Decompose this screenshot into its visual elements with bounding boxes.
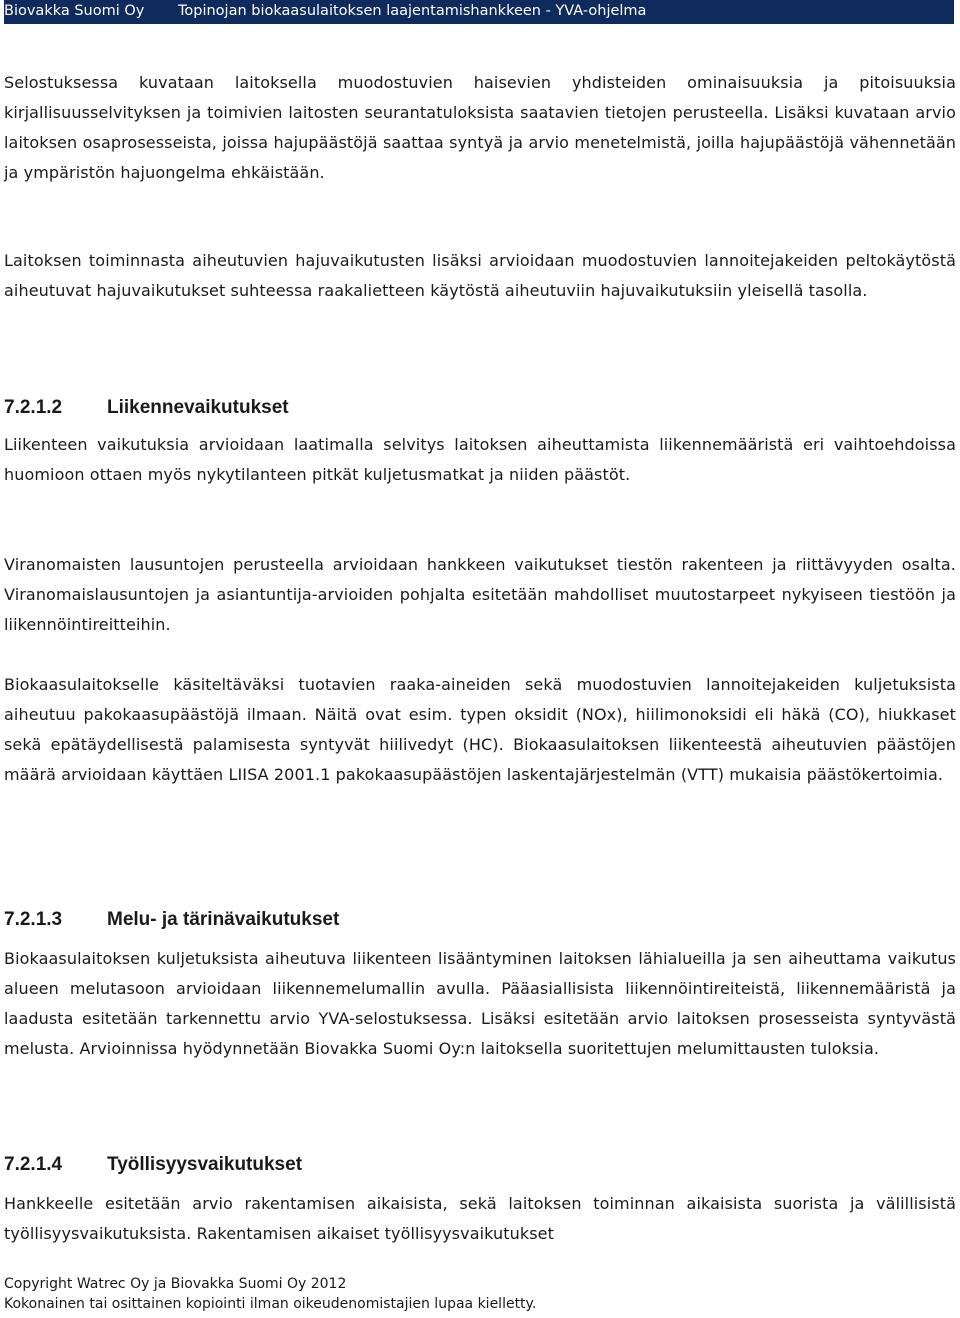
section-number: 7.2.1.3 (4, 909, 63, 930)
section-number: 7.2.1.2 (4, 397, 63, 418)
paragraph-exhaust-emissions: Biokaasulaitokselle käsiteltäväksi tuotavien raaka-aineiden sekä muodostuvien lannoitejakeiden kuljetuksista aiheutuu pakokaasupäästöjä ilmaan. Näitä ovat esim. typen oksidit (NOx), hiilimonoksidi eli häkä (CO), hiukkaset sekä epätäydellisestä palamisesta syntyvät hiilivedyt (HC). Biokaasulaitoksen liikenteestä aiheutuvien päästöjen määrä arvioidaan käyttäen LIISA 2001.1 pakokaasupäästöjen laskentajärjestelmän (VTT) mukaisia päästökertoimia. (4, 675, 956, 784)
header-title: Topinojan biokaasulaitoksen laajentamishankkeen - YVA-ohjelma (178, 3, 647, 19)
paragraph-employment: Hankkeelle esitetään arvio rakentamisen aikaisista, sekä laitoksen toiminnan aikaisista suorista ja välillisistä työllisyysvaikutuksista. Rakentamisen aikaiset työllisyysvaikutukset (4, 1194, 956, 1243)
page-footer (4, 1274, 956, 1314)
paragraph-odour-fertilizer: Laitoksen toiminnasta aiheutuvien hajuvaikutusten lisäksi arvioidaan muodostuvien lannoitejakeiden peltokäytöstä aiheutuvat hajuvaikutukset suhteessa raakalietteen käytöstä aiheutuviin hajuvaikutuksiin yleisellä tasolla. (4, 251, 956, 300)
section-heading-employment (4, 1150, 302, 1180)
section-title: Työllisyysvaikutukset (107, 1154, 303, 1175)
page-header (4, 0, 954, 24)
section-heading-traffic (4, 393, 289, 423)
paragraph-traffic-assessment: Liikenteen vaikutuksia arvioidaan laatimalla selvitys laitoksen aiheuttamista liikennemääristä eri vaihtoehdoissa huomioon ottaen myös nykytilanteen pitkät kuljetusmatkat ja niiden päästöt. (4, 435, 956, 484)
section-title: Liikennevaikutukset (107, 397, 289, 418)
section-number: 7.2.1.4 (4, 1154, 63, 1175)
paragraph-noise-assessment: Biokaasulaitoksen kuljetuksista aiheutuva liikenteen lisääntyminen laitoksen lähialueilla ja sen aiheuttama vaikutus alueen melutasoon arvioidaan liikennemelumallin avulla. Pääasiallisista liikennöintireiteistä, liikennemääristä ja laadusta esitetään tarkennettu arvio YVA-selostuksessa. Lisäksi esitetään arvio laitoksen prosesseista syntyvästä melusta. Arvioinnissa hyödynnetään Biovakka Suomi Oy:n laitoksella suoritettujen melumittausten tuloksia. (4, 949, 956, 1058)
paragraph-road-network: Viranomaisten lausuntojen perusteella arvioidaan hankkeen vaikutukset tiestön rakenteen ja riittävyyden osalta. Viranomaislausuntojen ja asiantuntija-arvioiden pohjalta esitetään mahdolliset muutostarpeet nykyiseen tiestöön ja liikennöintireitteihin. (4, 555, 956, 634)
section-title: Melu- ja tärinävaikutukset (107, 909, 340, 930)
footer-notice: Kokonainen tai osittainen kopiointi ilman oikeudenomistajien lupaa kielletty. (4, 1296, 537, 1312)
paragraph-odour-description: Selostuksessa kuvataan laitoksella muodostuvien haisevien yhdisteiden ominaisuuksia ja pitoisuuksia kirjallisuusselvityksen ja toimivien laitosten seurantatuloksista saatavien tietojen perusteella. Lisäksi kuvataan arvio laitoksen osaprosesseista, joissa hajupäästöjä saattaa syntyä ja arvio menetelmistä, joilla hajupäästöjä vähennetään ja ympäristön hajuongelma ehkäistään. (4, 73, 956, 182)
footer-copyright: Copyright Watrec Oy ja Biovakka Suomi Oy 2012 (4, 1276, 347, 1292)
section-heading-noise (4, 905, 339, 935)
header-company: Biovakka Suomi Oy (4, 3, 145, 19)
